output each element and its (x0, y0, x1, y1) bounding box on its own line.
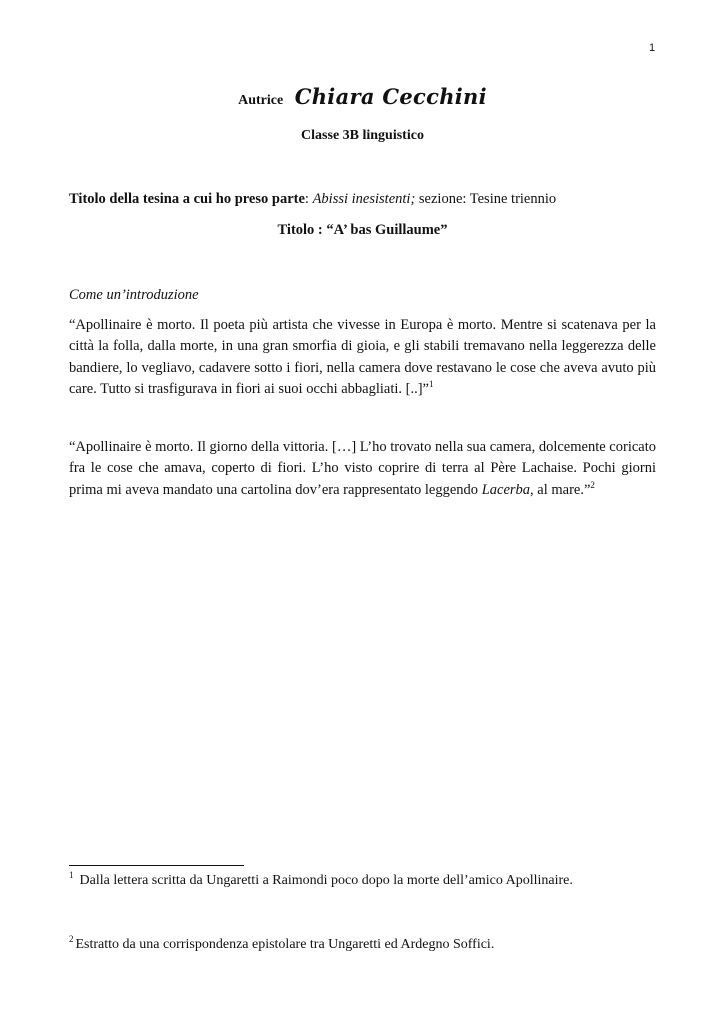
footnote-separator (69, 865, 244, 866)
thesis-section: sezione: Tesine triennio (415, 191, 557, 207)
quote-2-text-after: , al mare.” (530, 481, 591, 498)
quote-2-text-before: “Apollinaire è morto. Il giorno della vittoria. […] L’ho trovato nella sua camera, dolcemente coricato fra le cose che amava, coperto di fiori. L’ho visto coprire di terra al Père Lachaise. Pochi giorni prima mi aveva mandato una cartolina dov’era rappresentato leggendo (69, 439, 656, 498)
quote-paragraph-1 (69, 315, 656, 400)
author-label: Autrice (238, 93, 284, 108)
quote-1-text: “Apollinaire è morto. Il poeta più artista che vivesse in Europa è morto. Mentre si scatenava per la città la folla, dalla morte, in una gran smorfia di gioia, e gli stabili tremavano nella leggerezza delle bandiere, lo vegliavo, cadavere sotto i fiori, nella camera dove restavano le cose che aveva avuto più care. Tutto si trasfigurava in fiori ai suoi occhi abbagliati. [..]” (69, 317, 656, 397)
footnote-1-mark: 1 (69, 870, 74, 881)
footnote-2-mark: 2 (69, 934, 74, 945)
thesis-label: Titolo della tesina a cui ho preso parte (69, 191, 305, 207)
quote-2-italic: Lacerba (481, 481, 531, 498)
page-number: 1 (649, 42, 656, 54)
footnote-2 (69, 934, 669, 953)
author-name: Chiara Cecchini (294, 84, 487, 109)
footnote-1 (69, 870, 669, 889)
thesis-separator: : (304, 191, 313, 207)
class-line: Classe 3B linguistico (301, 128, 424, 143)
footnote-1-text: Dalla lettera scritta da Ungaretti a Raimondi poco dopo la morte dell’amico Apollinaire. (79, 873, 573, 888)
quote-paragraph-2 (69, 437, 656, 501)
footnote-ref-1[interactable]: 1 (429, 379, 434, 390)
thesis-name: Abissi inesistenti; (312, 191, 416, 207)
thesis-line (69, 191, 656, 208)
intro-heading: Come un’introduzione (69, 287, 199, 303)
author-line (0, 84, 725, 109)
essay-title: Titolo : “A’ bas Guillaume” (277, 222, 448, 238)
footnote-ref-2[interactable]: 2 (590, 479, 595, 490)
footnote-2-text: Estratto da una corrispondenza epistolare tra Ungaretti ed Ardegno Soffici. (75, 937, 495, 952)
